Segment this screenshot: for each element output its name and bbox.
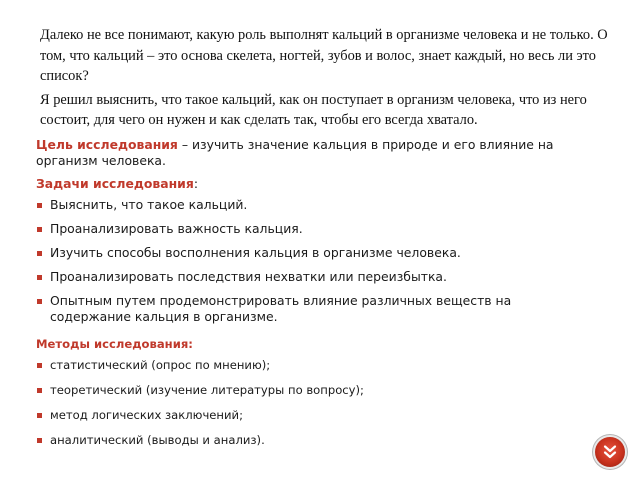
task-item: Изучить способы восполнения кальция в организме человека. — [36, 245, 596, 261]
next-slide-button[interactable] — [595, 437, 625, 467]
goal-label: Цель исследования — [36, 137, 178, 152]
tasks-colon: : — [193, 176, 198, 191]
tasks-heading — [36, 176, 198, 192]
tasks-list — [36, 197, 596, 333]
intro-paragraph-2: Я решил выяснить, что такое кальций, как он поступает в организм человека, что из него состоит, для чего он нужен и как сделать так, чтобы его всегда хватало. — [40, 92, 587, 128]
goal-text: – изучить значение кальция в природе и его влияние на организм человека. — [36, 137, 554, 168]
task-item: Опытным путем продемонстрировать влияние различных веществ на содержание кальция в организме. — [36, 293, 596, 325]
research-goal — [36, 137, 596, 169]
double-chevron-down-icon — [602, 444, 618, 460]
task-item: Проанализировать последствия нехватки или переизбытка. — [36, 269, 596, 285]
methods-heading: Методы исследования: — [36, 337, 193, 351]
intro-paragraph-1: Далеко не все понимают, какую роль выполнят кальций в организме человека и не только. О том, что кальций – это основа скелета, ногтей, зубов и волос, знает каждый, но весь ли это список? — [40, 27, 608, 84]
task-item: Выяснить, что такое кальций. — [36, 197, 596, 213]
methods-list — [36, 358, 596, 458]
tasks-label: Задачи исследования — [36, 176, 194, 191]
method-item: метод логических заключений; — [36, 408, 596, 423]
method-item: теоретический (изучение литературы по вопросу); — [36, 383, 596, 398]
method-item: статистический (опрос по мнению); — [36, 358, 596, 373]
method-item: аналитический (выводы и анализ). — [36, 433, 596, 448]
task-item: Проанализировать важность кальция. — [36, 221, 596, 237]
